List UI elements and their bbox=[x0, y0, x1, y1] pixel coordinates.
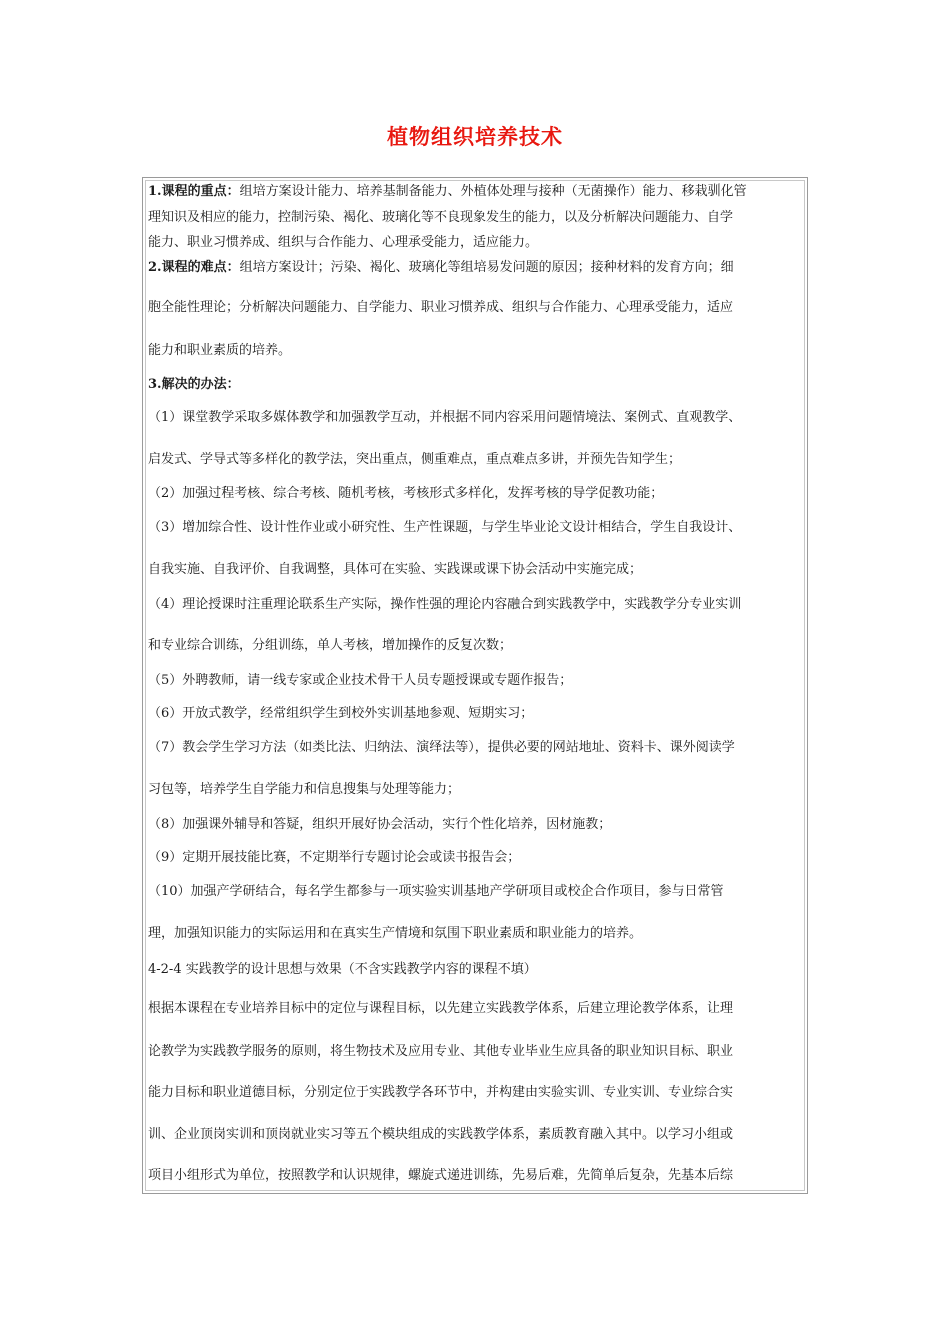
difficulty-line-1: 2.课程的难点：组培方案设计；污染、褐化、玻璃化等组培易发问题的原因；接种材料的发育方向；细 bbox=[148, 260, 734, 275]
practice-line-5: 项目小组形式为单位，按照教学和认识规律，螺旋式递进训练，先易后难，先简单后复杂，先基本后综 bbox=[148, 1168, 734, 1183]
difficulty-label: 2.课程的难点： bbox=[148, 260, 240, 275]
practice-heading: 4-2-4 实践教学的设计思想与效果（不含实践教学内容的课程不填） bbox=[148, 962, 537, 977]
solution-8: （8）加强课外辅导和答疑，组织开展好协会活动，实行个性化培养，因材施教； bbox=[148, 817, 612, 832]
difficulty-line-2: 胞全能性理论；分析解决问题能力、自学能力、职业习惯养成、组织与合作能力、心理承受能力，适应 bbox=[148, 300, 734, 315]
solution-7-line-1: （7）教会学生学习方法（如类比法、归纳法、演绎法等），提供必要的网站地址、资料卡、课外阅读学 bbox=[148, 740, 735, 755]
solution-1-line-1: （1）课堂教学采取多媒体教学和加强教学互动，并根据不同内容采用问题情境法、案例式、直观教学、 bbox=[148, 410, 742, 425]
solutions-label: 3.解决的办法： bbox=[148, 377, 240, 392]
document-title: 植物组织培养技术 bbox=[387, 125, 563, 149]
focus-label: 1.课程的重点： bbox=[148, 184, 240, 199]
focus-line-2: 理知识及相应的能力，控制污染、褐化、玻璃化等不良现象发生的能力，以及分析解决问题能力、自学 bbox=[148, 210, 734, 225]
difficulty-line-3: 能力和职业素质的培养。 bbox=[148, 343, 292, 358]
solution-6: （6）开放式教学，经常组织学生到校外实训基地参观、短期实习； bbox=[148, 706, 534, 721]
solution-3-line-1: （3）增加综合性、设计性作业或小研究性、生产性课题，与学生毕业论文设计相结合，学生自我设计、 bbox=[148, 520, 742, 535]
solution-4-line-1: （4）理论授课时注重理论联系生产实际，操作性强的理论内容融合到实践教学中，实践教学分专业实训 bbox=[148, 597, 742, 612]
practice-line-3: 能力目标和职业道德目标，分别定位于实践教学各环节中，并构建由实验实训、专业实训、专业综合实 bbox=[148, 1085, 734, 1100]
practice-line-2: 论教学为实践教学服务的原则，将生物技术及应用专业、其他专业毕业生应具备的职业知识目标、职业 bbox=[148, 1044, 734, 1059]
solution-2: （2）加强过程考核、综合考核、随机考核，考核形式多样化，发挥考核的导学促教功能； bbox=[148, 486, 664, 501]
practice-line-4: 训、企业顶岗实训和顶岗就业实习等五个模块组成的实践教学体系，素质教育融入其中。以学习小组或 bbox=[148, 1127, 734, 1142]
solution-10-line-2: 理，加强知识能力的实际运用和在真实生产情境和氛围下职业素质和职业能力的培养。 bbox=[148, 926, 643, 941]
solution-10-line-1: （10）加强产学研结合，每名学生都参与一项实验实训基地产学研项目或校企合作项目，参与日常管 bbox=[148, 884, 724, 899]
practice-line-1: 根据本课程在专业培养目标中的定位与课程目标，以先建立实践教学体系，后建立理论教学体系，让理 bbox=[148, 1001, 734, 1016]
solution-7-line-2: 习包等，培养学生自学能力和信息搜集与处理等能力； bbox=[148, 782, 461, 797]
solution-3-line-2: 自我实施、自我评价、自我调整，具体可在实验、实践课或课下协会活动中实施完成； bbox=[148, 562, 643, 577]
solution-9: （9）定期开展技能比赛，不定期举行专题讨论会或读书报告会； bbox=[148, 850, 521, 865]
solution-1-line-2: 启发式、学导式等多样化的教学法，突出重点，侧重难点，重点难点多讲，并预先告知学生； bbox=[148, 452, 682, 467]
focus-line-1: 1.课程的重点：组培方案设计能力、培养基制备能力、外植体处理与接种（无菌操作）能力、移栽驯化管 bbox=[148, 184, 747, 199]
solution-4-line-2: 和专业综合训练，分组训练，单人考核，增加操作的反复次数； bbox=[148, 638, 513, 653]
content-box bbox=[142, 177, 808, 1194]
focus-line-3: 能力、职业习惯养成、组织与合作能力、心理承受能力，适应能力。 bbox=[148, 235, 539, 250]
solution-5: （5）外聘教师，请一线专家或企业技术骨干人员专题授课或专题作报告； bbox=[148, 673, 573, 688]
